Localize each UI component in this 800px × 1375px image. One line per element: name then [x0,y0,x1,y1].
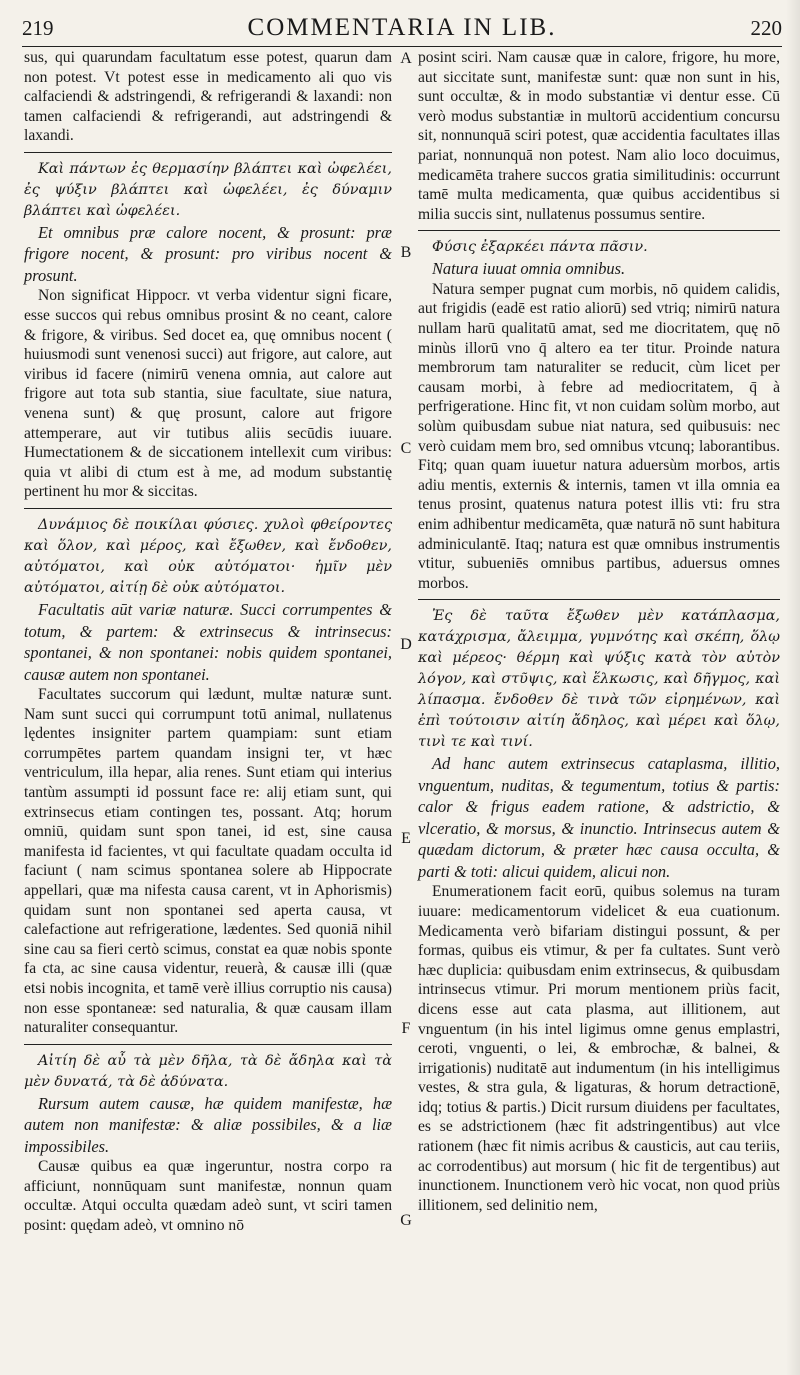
section-divider [24,1044,392,1045]
section-divider [24,152,392,153]
margin-letter-c: C [400,440,412,457]
margin-letter-b: B [400,244,412,261]
commentary-paragraph: Causæ quibus ea quæ ingeruntur, nostra corpo ra afficiunt, nonnūquam sunt manifestæ, nonnun quam occultæ. Atqui occulta quædam adeò sunt, vt sciri tamen posint: quędam adeò, vt omnino nō [24,1158,392,1234]
greek-lemma: Καὶ πάντων ἐς θερμασίην βλάπτει καὶ ὠφελέει, ἐς ψύξιν βλάπτει καὶ ὠφελέει, ἐς δύναμιν βλάπτει καὶ ὠφελέει. [24,160,392,219]
page-number-left: 219 [22,16,54,40]
greek-lemma: Φύσις ἐξαρκέει πάντα πᾶσιν. [432,239,648,256]
page-number-right: 220 [750,16,782,40]
latin-translation: Natura iuuat omnia omnibus. [432,259,626,279]
latin-translation: Rursum autem causæ, hæ quidem manifestæ, hæ autem non manifestæ: & aliæ possibiles, & a liæ impossibiles. [24,1093,392,1156]
commentary-paragraph: Natura semper pugnat cum morbis, nō quidem calidis, aut frigidis (eadē est ratio aliorū) sed vtriq; nimirū natura nullam harū qualitatū amat, sed me diocritatem, quę nō minùs illorū vno q̄ altero ea ter titur. Proinde natura membrorum tam naturaliter se reducit, cùm licet per causam morbi, à febre ad mediocritatem, q̄ à perfrigeratione. Hinc fit, vt non cuidam solùm morbo, aut solùm quibusdam subue niat natura, sed quibusuis: nec verò cuidam mem bro, sed omnibus vtcunq; laborantibus. Fitq; quan quam iuuetur natura aduersùm morbos, artis adiu mentis, externis & internis, tamen vt illa omnia ea tenus prosint, quatenus natura potest illis vti: fru stra enim adhibentur medicamēta, quæ naturā nō sunt habitura adminiculantē. Itaq; natura est quæ omnibus instrumentis vtitur, subueniēs omnibus partibus, aduersus omnes morbos. [418,280,781,592]
section-divider [24,508,392,509]
margin-letter-g: G [400,1212,412,1229]
greek-lemma: Δυνάμιος δὲ ποικίλαι φύσιες. χυλοὶ φθείροντες καὶ ὅλον, καὶ μέρος, καὶ ἔξωθεν, καὶ ἔνδοθεν, αὐτόματοι, καὶ οὐκ αὐτόματοι· ἡμῖν μὲν αὐτόματοι, αἰτίῃ δὲ οὐκ αὐτόματοι. [24,517,392,596]
greek-lemma: Ἐς δὲ ταῦτα ἔξωθεν μὲν κατάπλασμα, κατάχρισμα, ἄλειμμα, γυμνότης καὶ σκέπη, ὅλῳ καὶ μέρεος· θέρμη καὶ ψύξις κατὰ τὸν αὐτὸν λόγον, καὶ στῦψις, καὶ ἕλκωσις, καὶ δῆγμος, καὶ λίπασμα. ἔνδοθεν δὲ τινὰ τῶν εἰρημένων, καὶ ἐπὶ τούτοισιν αἰτίη ἄδηλος, καὶ μέρει καὶ ὅλῳ, τινὶ τε καὶ τινί. [418,608,780,751]
latin-translation: Et omnibus præ calore nocent, & prosunt: præ frigore nocent, & prosunt: pro viribus nocent & prosunt. [24,222,392,285]
commentary-paragraph: Facultates succorum qui lædunt, multæ naturæ sunt. Nam sunt succi qui corrumpunt totū animal, nullatenus lędentes insigniter partem quampiam: sunt etiam corrumpētes partem quandam insigni ter, vt hæc ventriculum, illa hepar, alia renes. Sunt etiam qui interius tantùm assumpti id possunt face re: alij etiam sunt, qui extrinsecus etiam contingen tes, possant. Atq; horum omniū, quidam sunt spon tanei, id est, sine causa manifesta id facientes, vt qui facultate quadam occulta id faciunt ( nam scimus spontanea solere ab Hippocrate appellari, quæ ma nifesta causa carent, vt in Aphorismis) quidam sunt non spontanei sed aperta causa, vt calefactione aut refrigeratione, lædentes. Sed quoniā nihil sine cau sa fieri certò scimus, constat ea quæ nobis sponte fa cta, ac sine causa videntur, reuerà, & causæ illi (quæ etsi nobis incognita, et tamē verè illius corruptio nis causa) non esse spontaneæ: sed naturalia, & quæ causam illam naturaliter consequantur. [24,686,392,1037]
commentary-paragraph: Enumerationem facit eorū, quibus solemus na turam iuuare: medicamentorum videlicet & eua cuationum. Medicamenta verò bifariam distingui possunt, & per formas, quibus eis vtimur, & per fa cultates. Sunt verò hæc duplicia: quibusdam enim extrinsecus, & quibusdam intrinsecus vtimur. Pri morum mentionem priùs facit, dicens esse aut cata plasma, aut illitionem, aut vnguentum (in his intel ligimus omne genus emplastri, ceroti, vnguenti, o lei, & embrochæ, & balnei, & irrigationis) nuditatē aut indumentum (in his intelligimus vestes, & stra gula, & ligaturas, & horum detractionē, idq; totius & partis.) Dicit rursum diuidens per facultates, es se adstrictionem (hæc fit adstringentibus) aut vlce rationem (hæc fit nimis acribus & causticis, aut cau teriis, ac corrodentibus) aut morsum ( hic fit de tergentibus) aut inunctionem. Inunctionem verò hic vocat, non quod priùs illitionem, sed delinitio nem, [418,883,780,1214]
margin-letter-f: F [401,1020,411,1037]
section-divider [418,599,780,600]
right-column [418,48,780,1215]
paragraph: posint sciri. Nam causæ quæ in calore, frigore, hu more, aut siccitate sunt, manifestæ sunt: quæ non sunt in his, sunt occultæ, & in modo substantiæ vi dentur esse. Cū verò modus substantiæ in multorū accidentium concursu sit, nonnunquā sciri potest, quæ accidentia facultates illas pariat, nonnunquā non potest. Nam alio loco docuimus, medicamēta trahere succos gratia similitudinis: occurrunt tamē multa medicamenta, quæ quibus accidentibus si milia succis sint, nullatenus possumus sentire. [418,49,780,223]
latin-translation: Facultatis aūt variæ naturæ. Succi corrumpentes & totum, & partem: & extrinsecus & intrinsecus: spontanei, & non spontanei: nobis quidem spontanei, causæ autem non spontanei. [24,600,392,684]
section-divider [418,230,780,231]
margin-letter-a: A [400,50,412,67]
latin-translation: Ad hanc autem extrinsecus cataplasma, illitio, vnguentum, nuditas, & tegumentum, totius & partis: calor & frigus eadem ratione, & adstrictio, & vlceratio, & morsus, & inunctio. Intrinsecus autem & quædam dictorum, & præter hæc causa occulta, & parti & toti: alicui quidem, alicui non. [418,754,780,881]
commentary-paragraph: Non significat Hippocr. vt verba videntur signi ficare, esse succos qui rebus omnibus prosint & no ceant, calore & frigore, & viribus. Sed docet ea, quę omnibus nocent ( huiusmodi sunt venenosi succi) aut frigore, aut calore, aut viribus id facere (nimirū venena omnia, aut calore aut frigore aut tota sub stantia, siue facultate, siue natura, venena sunt) & quę prosunt, calore aut frigore attemperare, aut vir tutibus aliis secūdis iuuare. Humectationem & de siccationem intellexit cum viribus: quia vt alibi di ctum est à me, ad modum substantię pertinent hu mor & siccitas. [24,287,392,501]
running-title: COMMENTARIA IN LIB. [247,14,557,41]
left-column [24,48,392,1236]
margin-letter-e: E [401,830,411,847]
paragraph: sus, qui quarundam facultatum esse potest, quarun dam non potest. Vt potest esse in medicamento ali quo vis calfaciendi & adstringendi, & refrigerandi & laxandi: non tamen calfaciendi & refrigerandi, aut adstringendi & laxandi. [24,49,392,145]
page-edge-shadow [786,0,800,1375]
greek-lemma: Αἰτίη δὲ αὖ τὰ μὲν δῆλα, τὰ δὲ ἄδηλα καὶ τὰ μὲν δυνατά, τὰ δὲ ἀδύνατα. [24,1052,392,1090]
header-rule [22,46,782,47]
margin-letter-d: D [400,636,412,653]
page-header [22,14,782,44]
